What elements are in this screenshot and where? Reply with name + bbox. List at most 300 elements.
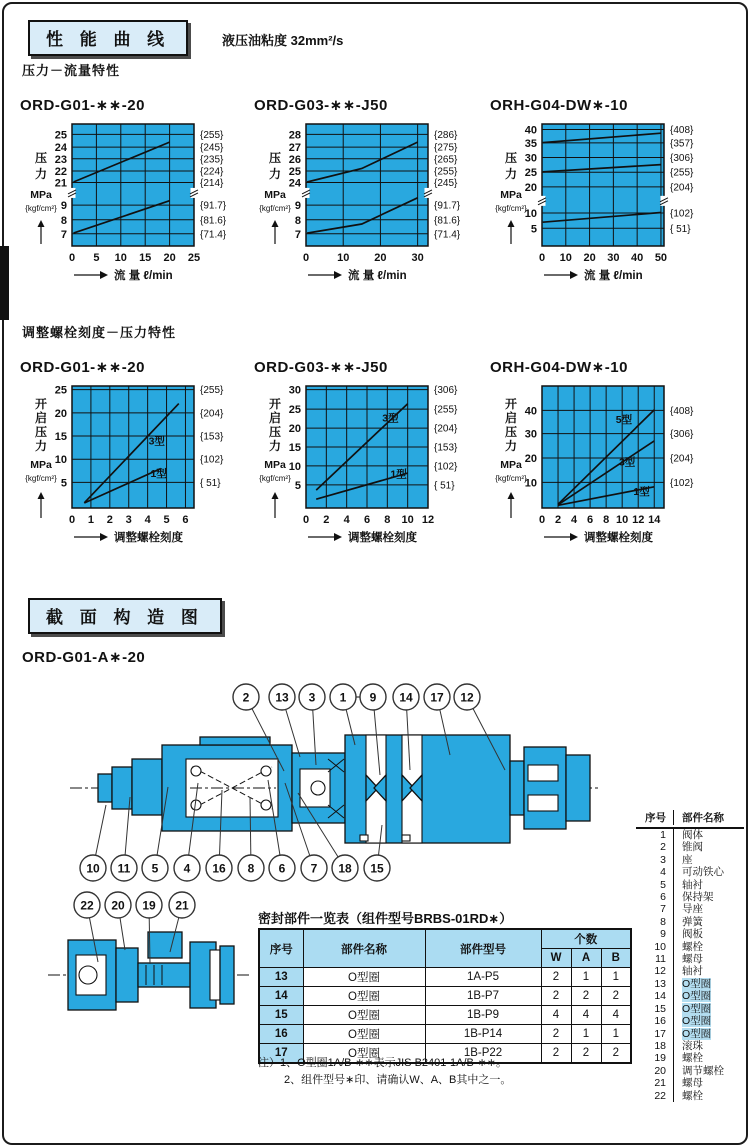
seal-table-cell: 2 [571,1044,601,1064]
svg-text:10: 10 [616,514,629,526]
parts-list-item [636,928,744,940]
svg-text:{245}: {245} [434,178,458,190]
chart-block-screw-orh-g04 [484,358,726,587]
svg-text:6: 6 [363,514,371,526]
parts-list-item [636,990,744,1002]
seal-table-cell: O型圈 [303,1025,425,1044]
part-number: 18 [654,1039,666,1052]
svg-text:{ 51}: { 51} [670,223,691,235]
svg-text:10: 10 [288,460,301,473]
svg-text:{235}: {235} [200,154,224,166]
svg-text:{255}: {255} [670,167,694,179]
part-number: 11 [655,953,666,966]
svg-text:{kgf/cm²}: {kgf/cm²} [25,474,57,483]
part-name [673,978,744,990]
parts-list-item [636,941,744,953]
svg-text:22: 22 [54,165,67,178]
seal-table-cell: 1 [601,968,631,987]
svg-text:15: 15 [139,252,152,264]
svg-text:10: 10 [524,208,537,221]
part-number: 10 [654,940,666,953]
svg-text:力: 力 [268,439,282,453]
svg-text:MPa: MPa [264,189,286,201]
svg-text:力: 力 [34,439,48,453]
part-number: 4 [660,866,666,879]
svg-text:27: 27 [288,142,301,155]
chart-block-screw-ord-g03 [248,358,490,587]
svg-text:{255}: {255} [434,404,458,416]
svg-text:6: 6 [182,514,189,526]
chart-title: ORD-G01-∗∗-20 [20,359,145,376]
part-number: 19 [654,1052,666,1065]
chart-title: ORD-G03-∗∗-J50 [254,97,388,114]
svg-text:MPa: MPa [264,459,286,471]
seal-table-cell: 部件型号 [425,929,541,968]
part-name [673,1028,744,1040]
note-line-1: 注）1、O型圈1A/B-∗∗表示JIS B2401-1A/B-∗∗。 [258,1057,507,1069]
svg-text:28: 28 [288,129,301,142]
svg-text:调整螺栓刻度: 调整螺栓刻度 [114,532,183,544]
svg-text:{275}: {275} [434,142,458,154]
part-number: 2 [660,841,666,854]
part-name [673,953,744,965]
svg-text:8: 8 [384,514,391,526]
svg-text:{kgf/cm²}: {kgf/cm²} [495,204,527,213]
seal-table-cell: 17 [259,1044,303,1064]
seal-table-row [259,1006,631,1025]
seal-table-cell: 2 [541,968,571,987]
parts-list-header [636,810,744,829]
svg-text:26: 26 [288,153,301,166]
parts-list-item [636,866,744,878]
svg-text:10: 10 [114,252,127,264]
part-number: 14 [654,990,666,1003]
part-name-text: O型圈 [682,1002,712,1015]
svg-text:40: 40 [631,252,644,264]
chart-screw-ord-g01 [14,378,256,582]
part-name [673,1077,744,1089]
svg-text:压: 压 [34,425,48,439]
part-name [673,928,744,940]
seal-table-row [259,968,631,987]
svg-text:8: 8 [60,214,67,227]
chart-block-flow-orh-g04 [484,96,726,325]
svg-text:{286}: {286} [434,129,458,141]
svg-text:30: 30 [288,384,301,397]
svg-text:压: 压 [504,151,518,165]
part-number: 1 [660,829,666,841]
callout-number: 4 [183,861,191,876]
svg-text:{255}: {255} [434,166,458,178]
svg-text:14: 14 [648,514,661,526]
parts-list-item [636,829,744,841]
subtitle-screw-pressure: 调整螺栓刻度－压力特性 [22,325,177,340]
parts-list-item [636,1077,744,1089]
chart-title: ORD-G03-∗∗-J50 [254,359,388,376]
svg-text:25: 25 [54,129,67,142]
svg-text:0: 0 [302,252,310,264]
svg-text:MPa: MPa [500,189,522,201]
seal-table-row [259,1025,631,1044]
seal-table-cell: 2 [541,987,571,1006]
chart-block-flow-ord-g01 [14,96,256,325]
svg-text:5: 5 [163,514,170,526]
svg-text:{306}: {306} [670,429,694,441]
part-name [673,1090,744,1102]
parts-list-item [636,854,744,866]
svg-text:3型: 3型 [618,456,636,469]
svg-text:{214}: {214} [200,178,224,190]
svg-text:{ 51}: { 51} [200,477,221,489]
callout-number: 1 [339,690,347,705]
seal-table-cell: O型圈 [303,1044,425,1064]
svg-text:4: 4 [571,514,578,526]
part-name [673,965,744,977]
adjust-bolt-assembly-diagram [40,890,260,1030]
svg-text:1型: 1型 [633,486,650,499]
seal-table-cell: 序号 [259,929,303,968]
chart-block-screw-ord-g01 [14,358,256,587]
part-name-text: O型圈 [682,1027,712,1040]
svg-text:MPa: MPa [30,189,52,201]
part-number: 13 [654,977,666,990]
svg-text:40: 40 [524,405,537,418]
parts-col-no: 序号 [645,812,666,824]
svg-text:{kgf/cm²}: {kgf/cm²} [259,474,291,483]
svg-text:{kgf/cm²}: {kgf/cm²} [259,204,291,213]
svg-text:压: 压 [504,425,518,439]
svg-text:{81.6}: {81.6} [200,215,227,227]
svg-text:0: 0 [538,514,546,526]
viscosity-note: 液压油粘度 32mm²/s [222,33,344,48]
part-number: 7 [660,903,666,916]
svg-text:1: 1 [87,514,94,526]
part-name-text: 阀板 [682,928,703,941]
svg-text:21: 21 [54,177,67,190]
part-name-text: 座 [682,853,693,866]
chart-title: ORD-G01-∗∗-20 [20,97,145,114]
svg-text:3型: 3型 [382,412,399,425]
part-number: 3 [660,853,666,866]
svg-text:压: 压 [268,425,282,439]
part-name-text: O型圈 [682,1015,712,1028]
callout-number: 20 [111,898,125,913]
svg-text:{265}: {265} [434,154,458,166]
note-line-2: 2、组件型号∗印、请确认W、A、B其中之一。 [284,1073,512,1086]
svg-text:8: 8 [294,214,301,227]
part-name [673,854,744,866]
svg-text:5: 5 [93,252,100,264]
svg-text:力: 力 [268,167,282,181]
svg-text:{102}: {102} [434,461,458,473]
callout-number: 17 [430,690,444,705]
svg-text:{255}: {255} [200,129,224,141]
svg-text:{102}: {102} [200,454,224,466]
svg-text:{153}: {153} [200,431,224,443]
svg-text:{245}: {245} [200,142,224,154]
part-name [673,1015,744,1027]
seal-table-cell: 1 [571,968,601,987]
parts-name-list [636,810,744,1102]
seal-table-cell: 1B-P7 [425,987,541,1006]
part-number: 8 [660,915,666,928]
svg-text:{91.7}: {91.7} [200,200,227,212]
part-name [673,1040,744,1052]
svg-text:24: 24 [54,142,67,155]
svg-text:7: 7 [294,228,301,241]
chart-screw-ord-g03 [248,378,490,582]
svg-text:50: 50 [654,252,668,264]
callout-number: 11 [117,861,131,876]
svg-text:20: 20 [288,423,301,436]
parts-list-item [636,1015,744,1027]
seal-table-cell: O型圈 [303,968,425,987]
parts-list-item [636,978,744,990]
svg-text:5: 5 [294,479,301,492]
seal-table-cell: A [571,949,601,968]
svg-text:开: 开 [504,397,518,411]
svg-text:9: 9 [60,200,67,213]
parts-col-name: 部件名称 [673,810,744,825]
svg-text:20: 20 [163,252,176,264]
svg-text:25: 25 [288,404,301,417]
svg-text:{408}: {408} [670,405,694,417]
svg-text:力: 力 [504,439,518,453]
svg-text:5型: 5型 [615,414,633,427]
seal-table-cell: W [541,949,571,968]
part-name [673,1003,744,1015]
part-number: 16 [654,1015,666,1028]
chart-flow-ord-g01 [14,116,256,320]
svg-text:4: 4 [343,514,350,526]
svg-text:20: 20 [524,181,537,194]
seal-parts-table [258,928,632,1064]
svg-text:15: 15 [54,431,67,444]
svg-text:12: 12 [632,514,645,526]
part-name [673,916,744,928]
svg-text:{153}: {153} [434,442,458,454]
svg-text:10: 10 [524,477,537,490]
parts-list-item [636,879,744,891]
part-name-text: 弹簧 [682,915,703,928]
seal-table-cell: 15 [259,1006,303,1025]
svg-text:{kgf/cm²}: {kgf/cm²} [495,474,527,483]
svg-text:MPa: MPa [500,459,522,471]
part-number: 9 [660,928,666,941]
part-name [673,990,744,1002]
seal-table-cell: O型圈 [303,1006,425,1025]
svg-text:{224}: {224} [200,166,224,178]
svg-text:流 量 ℓ/min: 流 量 ℓ/min [584,270,643,282]
callout-number: 9 [369,690,377,705]
svg-text:40: 40 [524,124,537,137]
svg-text:{kgf/cm²}: {kgf/cm²} [25,204,57,213]
parts-list-item [636,1040,744,1052]
part-name-text: 可动铁心 [682,866,724,879]
callout-number: 16 [212,861,226,876]
seal-table-cell: 1A-P5 [425,968,541,987]
callout-number: 5 [151,861,159,876]
seal-table-cell: 4 [541,1006,571,1025]
svg-text:7: 7 [60,228,67,241]
callout-number: 13 [275,690,289,705]
part-name-text: 调节螺栓 [682,1064,724,1077]
svg-text:30: 30 [607,252,620,264]
chart-title: ORH-G04-DW∗-10 [490,359,628,376]
svg-text:压: 压 [34,151,48,165]
seal-table-cell: O型圈 [303,987,425,1006]
svg-text:6: 6 [587,514,594,526]
svg-text:8: 8 [603,514,610,526]
svg-text:3: 3 [125,514,132,526]
svg-text:{357}: {357} [670,138,694,150]
seal-table-cell: 1B-P14 [425,1025,541,1044]
svg-text:1型: 1型 [390,468,407,481]
section-performance-curves-header: 性 能 曲 线 [28,20,188,56]
callout-number: 12 [460,690,474,705]
part-name [673,866,744,878]
part-name [673,1065,744,1077]
part-name-text: 轴衬 [682,878,703,891]
svg-text:30: 30 [411,252,424,264]
callout-number: 6 [278,861,286,876]
svg-text:启: 启 [34,411,48,425]
parts-list-item [636,965,744,977]
part-name-text: 导座 [682,903,703,916]
part-name-text: 轴衬 [682,965,703,978]
callout-number: 3 [308,690,316,705]
chart-flow-orh-g04 [484,116,726,320]
parts-list-item [636,953,744,965]
svg-text:开: 开 [34,397,48,411]
seal-table-cell: 个数 [541,929,631,949]
svg-text:10: 10 [401,514,414,526]
svg-text:{204}: {204} [200,408,224,420]
part-name [673,891,744,903]
parts-list-item [636,1090,744,1102]
svg-text:35: 35 [524,137,537,150]
svg-text:流 量 ℓ/min: 流 量 ℓ/min [348,270,407,282]
seal-table-cell: B [601,949,631,968]
svg-text:10: 10 [54,454,67,467]
part-name-text: 螺栓 [682,1089,703,1102]
svg-text:{255}: {255} [200,385,224,397]
parts-list-item [636,891,744,903]
svg-text:{102}: {102} [670,208,694,220]
seal-table-cell: 13 [259,968,303,987]
valve-cross-section-diagram [50,675,610,890]
seal-table-cell: 1 [601,1025,631,1044]
callout-number: 15 [370,861,384,876]
part-name-text: O型圈 [682,990,712,1003]
svg-text:10: 10 [559,252,572,264]
seal-table-cell: 部件名称 [303,929,425,968]
svg-text:2: 2 [554,514,562,526]
part-name-text: 阀体 [682,829,703,841]
parts-list-item [636,1028,744,1040]
seal-table-cell: 1B-P9 [425,1006,541,1025]
seal-header-row-1 [259,929,631,949]
svg-text:30: 30 [524,152,537,165]
callout-number: 7 [310,861,318,876]
part-name-text: 滚珠 [682,1039,703,1052]
section-cross-section-header: 截 面 构 造 图 [28,598,222,634]
part-name-text: 锥阀 [682,841,703,854]
svg-text:{71.4}: {71.4} [434,229,461,241]
part-name-text: O型圈 [682,977,712,990]
part-name [673,829,744,841]
part-name-text: 螺母 [682,1077,703,1090]
seal-table-cell: 2 [541,1025,571,1044]
svg-text:调整螺栓刻度: 调整螺栓刻度 [348,532,417,544]
svg-text:启: 启 [504,411,518,425]
svg-text:{306}: {306} [670,153,694,165]
svg-text:12: 12 [421,514,435,526]
svg-text:23: 23 [54,153,67,166]
callout-number: 18 [338,861,352,876]
seal-table-cell: 4 [601,1006,631,1025]
callout-number: 22 [80,898,94,913]
parts-list-item [636,1052,744,1064]
callout-number: 8 [247,861,255,876]
cross-section-model-label: ORD-G01-A∗-20 [22,649,146,666]
callout-number: 10 [86,861,100,876]
chart-title: ORH-G04-DW∗-10 [490,97,628,114]
svg-text:20: 20 [374,252,387,264]
svg-text:{81.6}: {81.6} [434,215,461,227]
parts-list-item [636,841,744,853]
callout-number: 19 [142,898,156,913]
seal-table-cell: 2 [541,1044,571,1064]
svg-text:20: 20 [524,452,537,465]
part-number: 21 [654,1077,666,1090]
svg-text:{204}: {204} [670,453,694,465]
svg-text:0: 0 [68,252,76,264]
part-name [673,841,744,853]
svg-text:15: 15 [288,442,301,454]
svg-text:力: 力 [34,167,48,181]
seal-table-cell: 1 [571,1025,601,1044]
svg-text:{71.4}: {71.4} [200,229,227,241]
part-number: 6 [660,891,666,904]
subtitle-pressure-flow: 压力－流量特性 [22,63,121,78]
svg-text:25: 25 [524,167,537,180]
svg-text:0: 0 [68,514,76,526]
part-name-text: 螺母 [682,953,703,966]
chart-block-flow-ord-g03 [248,96,490,325]
svg-text:{91.7}: {91.7} [434,200,461,212]
part-name-text: 螺栓 [682,1052,703,1065]
part-number: 5 [660,878,666,891]
svg-text:{306}: {306} [434,385,458,397]
svg-text:0: 0 [538,252,546,264]
svg-text:MPa: MPa [30,459,52,471]
part-number: 15 [654,1002,666,1015]
part-number: 17 [654,1027,666,1040]
part-name [673,1052,744,1064]
svg-text:2: 2 [323,514,330,526]
svg-text:{102}: {102} [670,477,694,489]
callout-number: 21 [175,898,189,913]
chart-screw-orh-g04 [484,378,726,582]
svg-text:20: 20 [583,252,596,264]
seal-table-cell: 2 [601,1044,631,1064]
seal-table-cell: 2 [601,987,631,1006]
seal-table-cell: 2 [571,987,601,1006]
svg-text:{204}: {204} [434,423,458,435]
svg-text:{ 51}: { 51} [434,480,455,492]
svg-text:5: 5 [530,223,537,236]
